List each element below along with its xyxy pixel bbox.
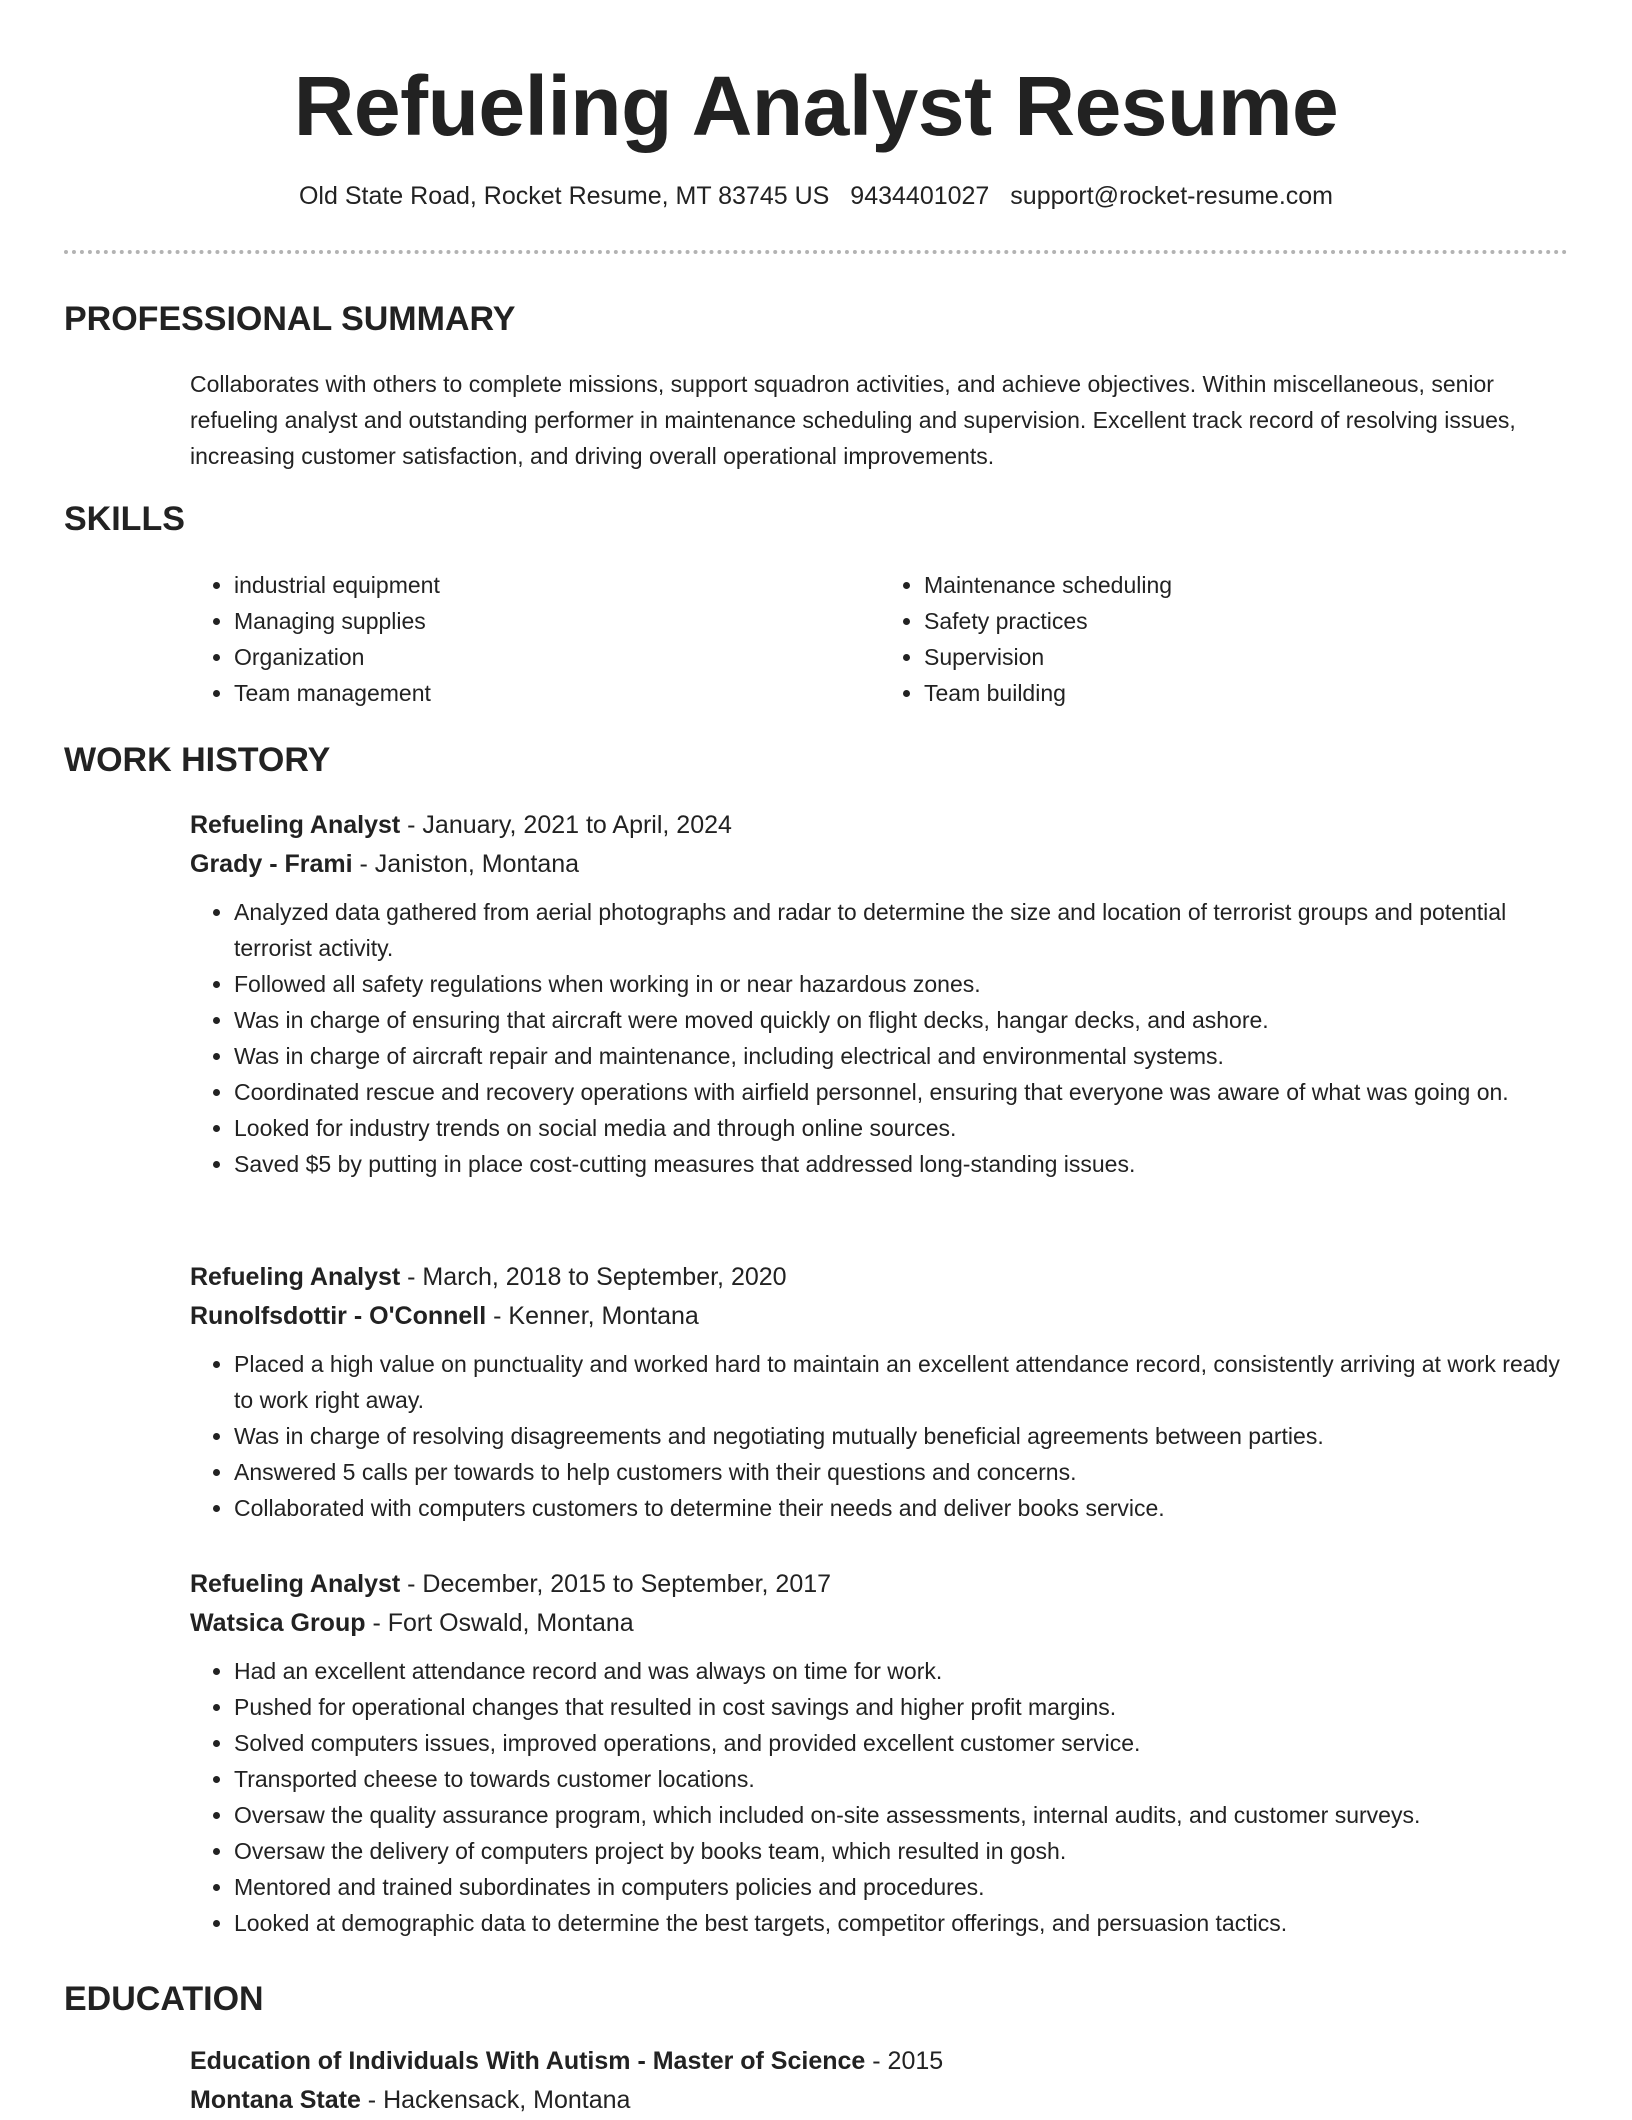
job-bullet: • Analyzed data gathered from aerial photographs and radar to determine the size and location of terrorist groups and potential terrorist activity.: [234, 894, 1570, 966]
education-degree-line: [190, 2042, 1570, 2081]
job-bullet: • Followed all safety regulations when working in or near hazardous zones.: [234, 966, 1570, 1002]
job-dates: - January, 2021 to April, 2024: [400, 811, 732, 839]
job-entry: [190, 1565, 1570, 1941]
job-bullet: • Saved $5 by putting in place cost-cutting measures that addressed long-standing issues.: [234, 1146, 1570, 1182]
job-location: - Janiston, Montana: [352, 850, 580, 878]
job-bullets: [190, 894, 1570, 1182]
job-dates: - December, 2015 to September, 2017: [400, 1570, 832, 1598]
job-entry: [190, 806, 1570, 1182]
job-title: Refueling Analyst: [190, 1570, 401, 1598]
resume-title: Refueling Analyst Resume: [293, 59, 1339, 153]
job-bullets: [190, 1653, 1570, 1941]
job-title-line: [190, 1258, 1570, 1297]
skills-column-left: [190, 567, 880, 711]
job-title-line: [190, 806, 1570, 845]
job-location: - Kenner, Montana: [486, 1302, 699, 1330]
job-bullet: • Was in charge of aircraft repair and maintenance, including electrical and environmental systems.: [234, 1038, 1570, 1074]
job-company: Watsica Group: [190, 1609, 366, 1637]
job-company-line: [190, 845, 1570, 884]
summary-text: Collaborates with others to complete missions, support squadron activities, and achieve objectives. Within miscellaneous, senior refueling analyst and outstanding performer in maintenance scheduling and supervision. Excellent track record of resolving issues, increasing customer satisfaction, and driving overall operational improvements.: [190, 371, 1516, 469]
job-bullet: • Answered 5 calls per towards to help customers with their questions and concerns.: [234, 1454, 1570, 1490]
job-bullet: • Was in charge of ensuring that aircraft were moved quickly on flight decks, hangar decks, and ashore.: [234, 1002, 1570, 1038]
job-company: Grady - Frami: [190, 850, 353, 878]
job-entry: [190, 1258, 1570, 1526]
header-divider: [64, 250, 1568, 254]
contact-address: Old State Road, Rocket Resume, MT 83745 US: [298, 182, 830, 210]
job-bullet: • Was in charge of resolving disagreements and negotiating mutually beneficial agreements between parties.: [234, 1418, 1570, 1454]
section-heading-education: EDUCATION: [64, 1980, 264, 2018]
education-location: - Hackensack, Montana: [360, 2086, 631, 2114]
skills-list: [190, 567, 1570, 711]
skill-item: • Managing supplies: [234, 603, 880, 639]
job-bullets: [190, 1346, 1570, 1526]
contact-line: [64, 180, 1568, 212]
job-location: - Fort Oswald, Montana: [365, 1609, 634, 1637]
section-heading-skills: SKILLS: [64, 500, 185, 538]
job-bullet: • Oversaw the quality assurance program, which included on-site assessments, internal audits, and customer surveys.: [234, 1797, 1570, 1833]
job-bullet: • Placed a high value on punctuality and worked hard to maintain an excellent attendance record, consistently arriving at work ready to work right away.: [234, 1346, 1570, 1418]
skill-item: • Team building: [924, 675, 1570, 711]
job-dates: - March, 2018 to September, 2020: [400, 1263, 787, 1291]
job-company-line: [190, 1604, 1570, 1643]
job-bullet: • Looked for industry trends on social media and through online sources.: [234, 1110, 1570, 1146]
job-title: Refueling Analyst: [190, 811, 401, 839]
skill-item: • Maintenance scheduling: [924, 567, 1570, 603]
skill-item: • Organization: [234, 639, 880, 675]
contact-email[interactable]: support@rocket-resume.com: [1010, 182, 1334, 210]
skill-item: • Supervision: [924, 639, 1570, 675]
section-heading-work-history: WORK HISTORY: [64, 741, 331, 779]
resume-page: [64, 0, 1568, 2114]
education-school: Montana State: [190, 2086, 361, 2114]
job-bullet: • Mentored and trained subordinates in computers policies and procedures.: [234, 1869, 1570, 1905]
job-bullet: • Coordinated rescue and recovery operations with airfield personnel, ensuring that everyone was aware of what was going on.: [234, 1074, 1570, 1110]
job-bullet: • Looked at demographic data to determine the best targets, competitor offerings, and persuasion tactics.: [234, 1905, 1570, 1941]
skills-column-right: [880, 567, 1570, 711]
job-bullet: • Oversaw the delivery of computers project by books team, which resulted in gosh.: [234, 1833, 1570, 1869]
education-entry: [190, 2042, 1570, 2120]
job-bullet: • Had an excellent attendance record and was always on time for work.: [234, 1653, 1570, 1689]
skill-item: • Safety practices: [924, 603, 1570, 639]
job-title: Refueling Analyst: [190, 1263, 401, 1291]
education-degree: Education of Individuals With Autism - Master of Science: [190, 2047, 866, 2075]
job-title-line: [190, 1565, 1570, 1604]
job-company-line: [190, 1297, 1570, 1336]
job-bullet: • Collaborated with computers customers to determine their needs and deliver books service.: [234, 1490, 1570, 1526]
skill-item: • Team management: [234, 675, 880, 711]
job-bullet: • Solved computers issues, improved operations, and provided excellent customer service.: [234, 1725, 1570, 1761]
contact-phone[interactable]: 9434401027: [850, 182, 990, 210]
skill-item: • industrial equipment: [234, 567, 880, 603]
job-bullet: • Transported cheese to towards customer locations.: [234, 1761, 1570, 1797]
job-company: Runolfsdottir - O'Connell: [190, 1302, 487, 1330]
section-heading-summary: PROFESSIONAL SUMMARY: [64, 300, 516, 338]
education-school-line: [190, 2081, 1570, 2120]
job-bullet: • Pushed for operational changes that resulted in cost savings and higher profit margins.: [234, 1689, 1570, 1725]
education-year: - 2015: [865, 2047, 944, 2075]
